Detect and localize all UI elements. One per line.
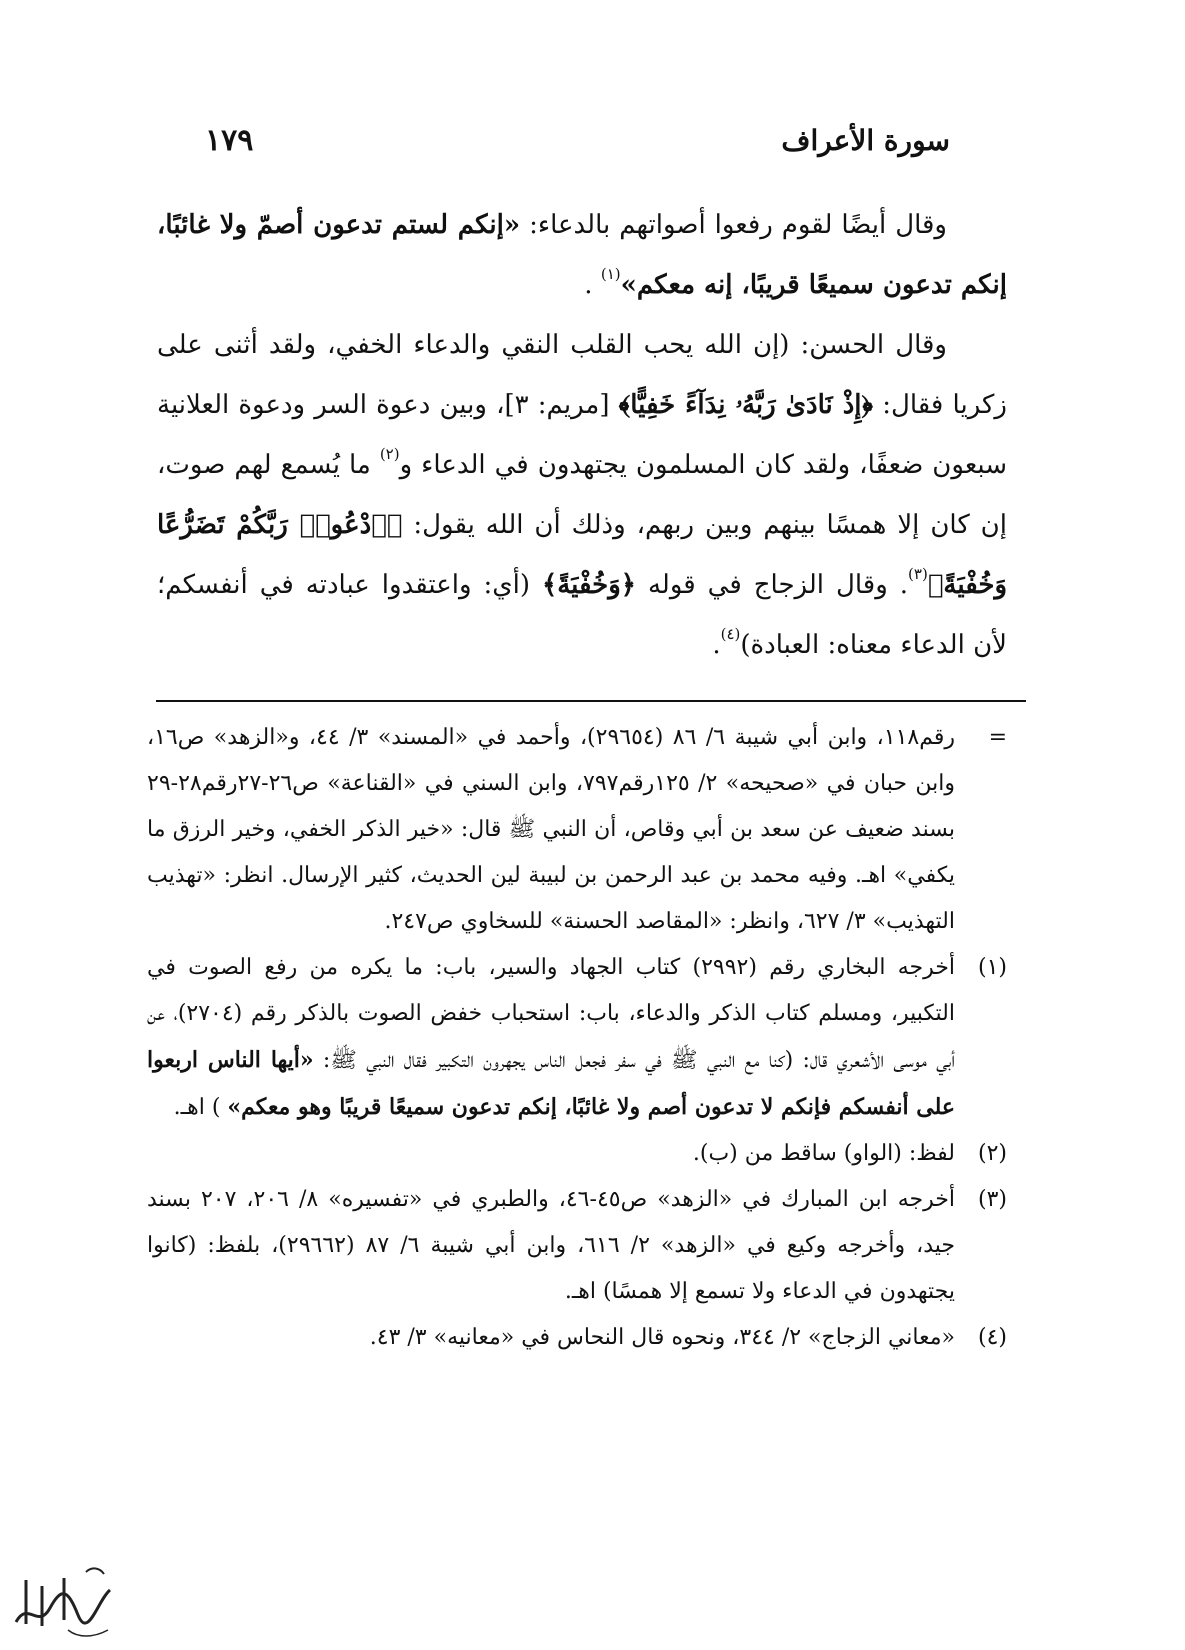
quran-quote: ﴿وَخُفْيَةً﴾ <box>541 570 636 600</box>
footnote-ref: (٢) <box>379 445 400 464</box>
footnote-mark: (٣) <box>977 1187 1007 1212</box>
footnote-mark: (٢) <box>977 1141 1007 1166</box>
text-run: [مريم: ٣]، وبين دعوة السر ودعوة العلانية سبعون ضعفًا، ولقد كان المسلمون يجتهدون في الدعاء و <box>157 390 1007 480</box>
main-text <box>157 195 1007 675</box>
page-header <box>205 118 950 162</box>
hadith-text: «إنكم لستم تدعون أصمّ ولا غائبًا، إنكم تدعون سميعًا قريبًا، إنه معكم» <box>157 210 1007 300</box>
footnote-divider <box>156 700 1026 702</box>
footnote-text: «معاني الزجاج» ٢/ ٣٤٤، ونحوه قال النحاس في «معانيه» ٣/ ٤٣. <box>369 1325 955 1350</box>
text-run: . <box>584 270 601 300</box>
text-run: (أي: واعتقدوا عبادته في أنفسكم؛ لأن الدعاء معناه: العبادة) <box>157 570 1007 660</box>
footnote-4 <box>147 1315 1007 1361</box>
text-run: وقال أيضًا لقوم رفعوا أصواتهم بالدعاء: <box>520 210 947 240</box>
footnote-text: رقم١١٨، وابن أبي شيبة ٦/ ٨٦ (٢٩٦٥٤)، وأحمد في «المسند» ٣/ ٤٤، و«الزهد» ص١٦، وابن حبان في «صحيحه» ٢/ ١٢٥رقم٧٩٧، وابن السني في «القناعة» ص٢٦-٢٧رقم٢٨-٢٩ بسند ضعيف عن سعد بن أبي وقاص، أن النبي ﷺ قال: «خير الذكر الخفي، وخير الرزق ما يكفي» اهـ. وفيه محمد بن عبد الرحمن بن لبيبة لين الحديث، كثير الإرسال. انظر: «تهذيب التهذيب» ٣/ ٦٢٧، وانظر: «المقاصد الحسنة» للسخاوي ص٢٤٧. <box>147 725 956 934</box>
footnote-text: ) اهـ. <box>173 1095 228 1120</box>
footnotes <box>147 715 1007 1361</box>
footnote-continued <box>147 715 1007 945</box>
footnote-mark: (٤) <box>977 1325 1007 1350</box>
footnote-ref: (٤) <box>720 625 741 644</box>
text-run: ما يُسمع لهم صوت، إن كان إلا همسًا بينهم وبين ربهم، وذلك أن الله يقول: <box>157 450 1007 540</box>
paragraph-2 <box>157 315 1007 675</box>
footnote-mark: = <box>988 725 1007 750</box>
footnote-3 <box>147 1177 1007 1315</box>
text-run: . <box>712 630 721 660</box>
footnote-2 <box>147 1131 1007 1177</box>
quran-quote: ﴿إِذْ نَادَىٰ رَبَّهُۥ نِدَآءً خَفِيًّا﴾ <box>618 390 874 420</box>
calligraphy-logo <box>8 1560 118 1642</box>
text-run: . وقال الزجاج في قوله <box>636 570 909 600</box>
footnote-ref: (١) <box>600 265 621 284</box>
footnote-text: أخرجه البخاري رقم (٢٩٩٢) كتاب الجهاد والسير، باب: ما يكره من رفع الصوت في التكبير، ومسلم كتاب الذكر والدعاء، باب: استحباب خفض الصوت بالذكر رقم (٢٧٠٤)، عن أبي موسى الأشعري قال: (كنا مع النبي ﷺ في سفر فجعل الناس يجهرون التكبير فقال النبي ﷺ: <box>147 955 955 1073</box>
footnote-text: لفظ: (الواو) ساقط من (ب). <box>692 1141 955 1166</box>
page-number: ١٧٩ <box>205 122 254 158</box>
footnote-text: أخرجه ابن المبارك في «الزهد» ص٤٥-٤٦، والطبري في «تفسيره» ٨/ ٢٠٦، ٢٠٧ بسند جيد، وأخرجه وكيع في «الزهد» ٢/ ٦١٦، وابن أبي شيبة ٦/ ٨٧ (٢٩٦٦٢)، بلفظ: (كانوا يجتهدون في الدعاء ولا تسمع إلا همسًا) اهـ. <box>147 1187 956 1304</box>
surah-title: سورة الأعراف <box>781 123 950 157</box>
footnote-1 <box>147 945 1007 1131</box>
quran-quote: ﴿ٱدْعُوا۟ رَبَّكُمْ تَضَرُّعًا وَخُفْيَةً﴾ <box>157 510 1007 600</box>
hadith-text: «أيها الناس اربعوا على أنفسكم فإنكم لا تدعون أصم ولا غائبًا، إنكم تدعون سميعًا قريبًا وهو معكم» <box>147 1047 955 1120</box>
paragraph-1 <box>157 195 1007 315</box>
text-run: وقال الحسن: (إن الله يحب القلب النقي والدعاء الخفي، ولقد أثنى على زكريا فقال: <box>157 330 1007 420</box>
footnote-mark: (١) <box>977 955 1007 980</box>
footnote-ref: (٣) <box>908 565 928 584</box>
